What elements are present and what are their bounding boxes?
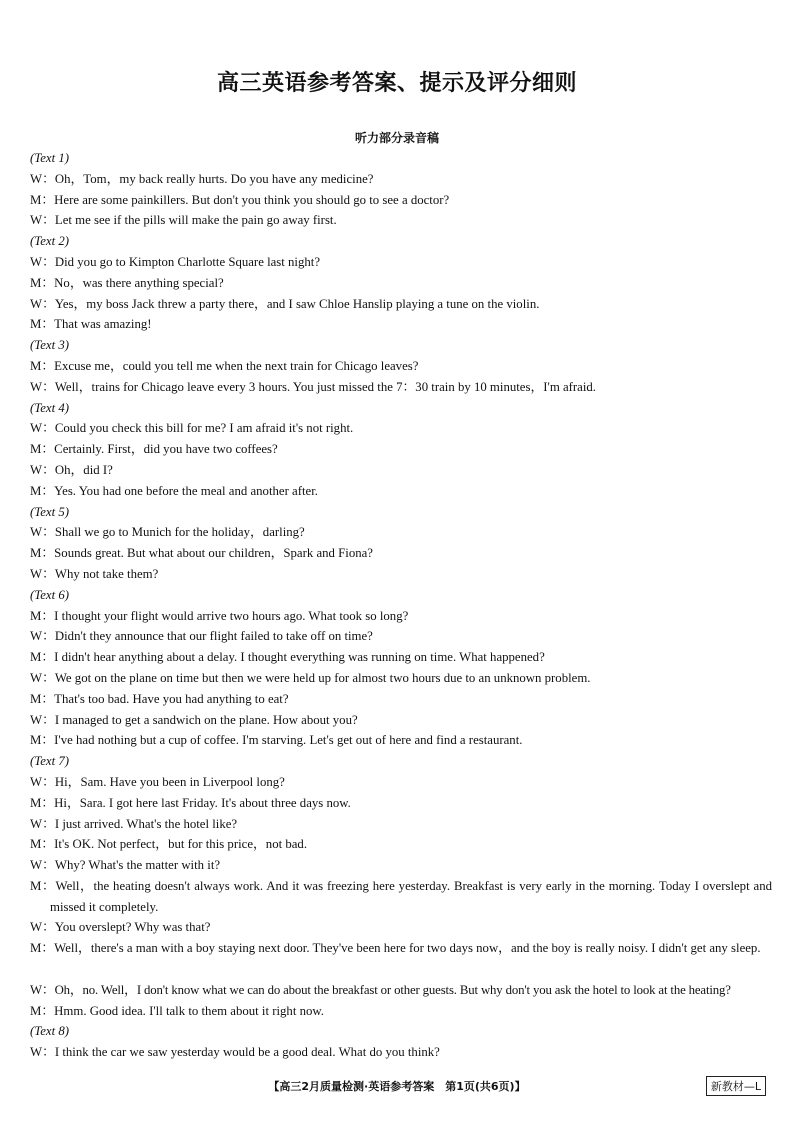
dialogue-line: M：I've had nothing but a cup of coffee. I'm starving. Let's get out of here and find a restaurant.: [30, 733, 523, 748]
dialogue-line: M：It's OK. Not perfect，but for this price，not bad.: [30, 837, 308, 852]
dialogue-line: W：Oh，no. Well，I don't know what we can do about the breakfast or other guests. But why don't you ask the hotel to look at the heating?: [30, 982, 731, 997]
dialogue-line: W：I managed to get a sandwich on the plane. How about you?: [30, 712, 358, 727]
page-footer: [0, 1076, 794, 1096]
dialogue-line: W：We got on the plane on time but then we were held up for almost two hours due to an unknown problem.: [30, 670, 591, 685]
footer-page-info: 【高三2月质量检测·英语参考答案 第1页(共6页)】: [268, 1080, 526, 1093]
dialogue-line: M：Well，the heating doesn't always work. And it was freezing here yesterday. Breakfast is very early in the morning. Today I overslept and missed it completely.: [30, 878, 772, 914]
dialogue-line: W：I think the car we saw yesterday would be a good deal. What do you think?: [30, 1045, 440, 1060]
dialogue-line: M：Here are some painkillers. But don't you think you should go to see a doctor?: [30, 192, 450, 207]
dialogue-line: W：Oh，did I?: [30, 462, 113, 477]
transcript-body: [30, 148, 772, 1063]
text-section-label: (Text 7): [30, 754, 69, 769]
dialogue-line: W：Did you go to Kimpton Charlotte Square last night?: [30, 254, 321, 269]
dialogue-line: W：Yes，my boss Jack threw a party there，and I saw Chloe Hanslip playing a tune on the violin.: [30, 296, 540, 311]
dialogue-line: W：Why? What's the matter with it?: [30, 858, 221, 873]
dialogue-line: W：Could you check this bill for me? I am afraid it's not right.: [30, 421, 354, 436]
text-section-label: (Text 3): [30, 338, 69, 353]
dialogue-line: W：Shall we go to Munich for the holiday，darling?: [30, 525, 305, 540]
dialogue-line: W：I just arrived. What's the hotel like?: [30, 816, 238, 831]
text-section-label: (Text 1): [30, 151, 69, 165]
dialogue-line: M：Excuse me，could you tell me when the next train for Chicago leaves?: [30, 358, 419, 373]
dialogue-line: M：Sounds great. But what about our children，Spark and Fiona?: [30, 546, 373, 561]
dialogue-line: W：Hi，Sam. Have you been in Liverpool long?: [30, 774, 285, 789]
dialogue-line: W：You overslept? Why was that?: [30, 920, 211, 935]
dialogue-line: W：Oh，Tom，my back really hurts. Do you have any medicine?: [30, 171, 374, 186]
text-section-label: (Text 5): [30, 504, 69, 519]
footer-edition-tag: 新教材—L: [706, 1076, 766, 1096]
section-title: 听力部分录音稿: [354, 131, 439, 145]
dialogue-line: M：I didn't hear anything about a delay. I thought everything was running on time. What happened?: [30, 650, 545, 665]
dialogue-line: M：Hi，Sara. I got here last Friday. It's about three days now.: [30, 795, 351, 810]
dialogue-line: W：Why not take them?: [30, 566, 159, 581]
dialogue-line: M：Well，there's a man with a boy staying next door. They've been here for two days now，and the boy is really noisy. I didn't get any sleep.: [30, 941, 761, 956]
dialogue-line: M：I thought your flight would arrive two hours ago. What took so long?: [30, 608, 409, 623]
text-section-label: (Text 4): [30, 400, 69, 415]
text-section-label: (Text 2): [30, 234, 69, 249]
dialogue-line: M：No，was there anything special?: [30, 275, 224, 290]
dialogue-line: M：That was amazing!: [30, 317, 152, 332]
page-title: 高三英语参考答案、提示及评分细则: [216, 70, 577, 96]
dialogue-line: M：Yes. You had one before the meal and another after.: [30, 483, 318, 498]
dialogue-line: W：Let me see if the pills will make the pain go away first.: [30, 213, 337, 228]
dialogue-line: M：Certainly. First，did you have two coffees?: [30, 442, 278, 457]
text-section-label: (Text 8): [30, 1024, 69, 1039]
dialogue-line: M：That's too bad. Have you had anything to eat?: [30, 691, 289, 706]
text-section-label: (Text 6): [30, 587, 69, 602]
dialogue-line: W：Didn't they announce that our flight failed to take off on time?: [30, 629, 373, 644]
dialogue-line: W：Well，trains for Chicago leave every 3 hours. You just missed the 7：30 train by 10 minutes，I'm afraid.: [30, 379, 597, 394]
dialogue-line: M：Hmm. Good idea. I'll talk to them about it right now.: [30, 1003, 324, 1018]
